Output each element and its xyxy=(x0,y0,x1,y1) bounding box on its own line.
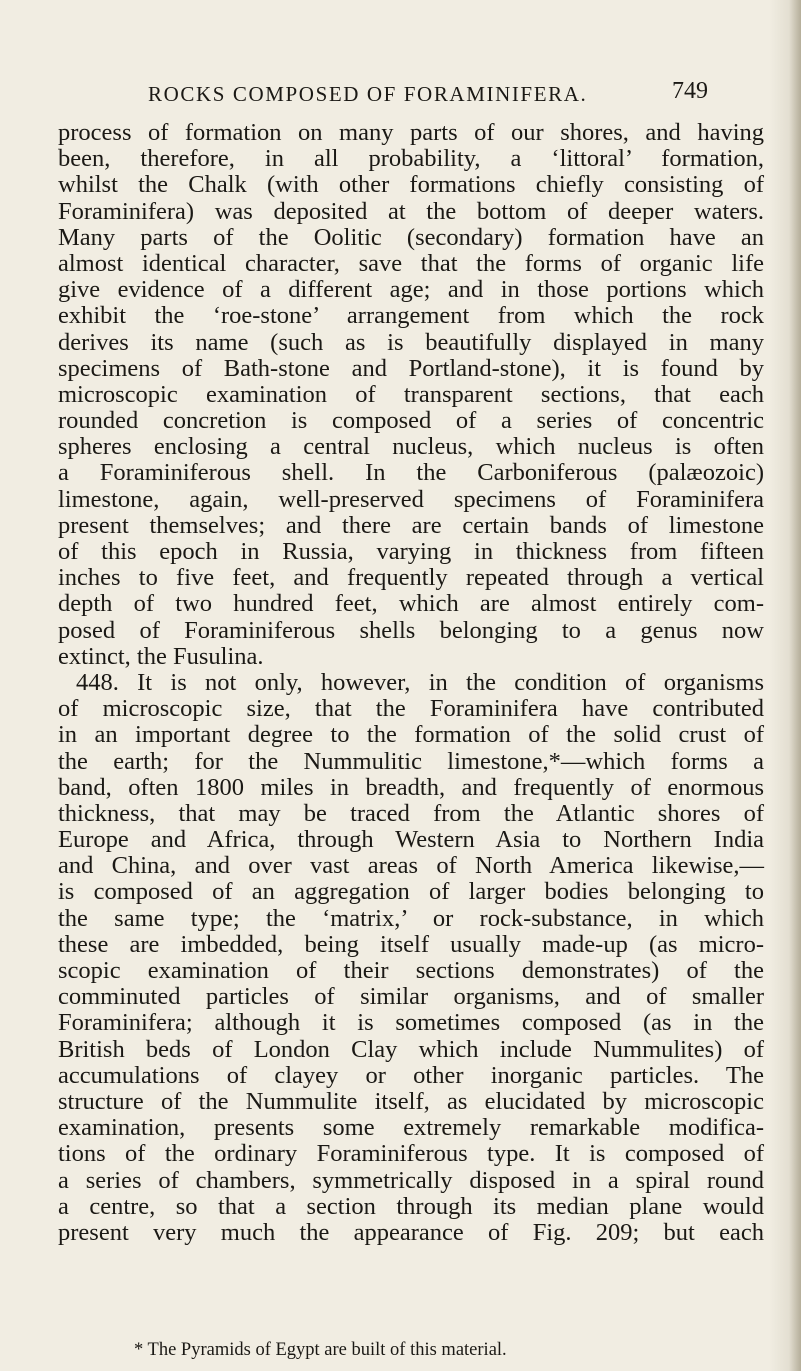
text-line: limestone, again, well-preserved specimens of Foraminifera xyxy=(58,485,764,513)
text-line: band, often 1800 miles in breadth, and frequently of enormous xyxy=(58,773,764,801)
text-line: of microscopic size, that the Foraminifera have contributed xyxy=(58,695,764,723)
text-line: whilst the Chalk (with other formations chiefly consisting of xyxy=(58,171,764,199)
text-line: accumulations of clayey or other inorganic particles. The xyxy=(58,1061,764,1089)
text-line: almost identical character, save that the forms of organic life xyxy=(58,249,764,277)
text-line: and China, and over vast areas of North America likewise,— xyxy=(58,852,764,880)
text-line: depth of two hundred feet, which are almost entirely com- xyxy=(58,590,764,618)
text-line: rounded concretion is composed of a series of concentric xyxy=(58,407,764,435)
footnote: * The Pyramids of Egypt are built of this material. xyxy=(134,1340,507,1360)
text-line: these are imbedded, being itself usually made-up (as micro- xyxy=(58,930,764,958)
text-line: examination, presents some extremely remarkable modifica- xyxy=(58,1114,764,1142)
text-line: spheres enclosing a central nucleus, which nucleus is often xyxy=(58,433,764,461)
text-line: specimens of Bath-stone and Portland-stone), it is found by xyxy=(58,354,764,382)
text-line: of this epoch in Russia, varying in thickness from fifteen xyxy=(58,538,764,565)
text-line: microscopic examination of transparent sections, that each xyxy=(58,380,764,408)
text-line: Europe and Africa, through Western Asia to Northern India xyxy=(58,826,764,854)
text-line: British beds of London Clay which include Nummulites) of xyxy=(58,1035,764,1063)
text-line: derives its name (such as is beautifully displayed in many xyxy=(58,328,764,356)
text-line: the earth; for the Nummulitic limestone,*—which forms a xyxy=(58,747,764,775)
page-number: 749 xyxy=(672,78,708,104)
text-line: exhibit the ‘roe-stone’ arrangement from which the rock xyxy=(58,302,764,330)
text-line: the same type; the ‘matrix,’ or rock-substance, in which xyxy=(58,904,764,932)
text-line: process of formation on many parts of our shores, and having xyxy=(58,119,764,146)
running-head xyxy=(148,78,708,112)
text-line: structure of the Nummulite itself, as elucidated by microscopic xyxy=(58,1087,764,1115)
text-line: scopic examination of their sections demonstrates) of the xyxy=(58,957,764,984)
running-title: ROCKS COMPOSED OF FORAMINIFERA. xyxy=(148,82,588,106)
text-line: present very much the appearance of Fig. 209; but each xyxy=(58,1218,764,1246)
text-line: Many parts of the Oolitic (secondary) formation have an xyxy=(58,223,764,251)
text-line: been, therefore, in all probability, a ‘littoral’ formation, xyxy=(58,145,764,173)
text-line: in an important degree to the formation of the solid crust of xyxy=(58,721,764,749)
text-line: Foraminifera; although it is sometimes composed (as in the xyxy=(58,1009,764,1037)
page-edge-shadow xyxy=(789,0,801,1371)
paragraph-448-start: 448. It is not only, however, in the condition of organisms xyxy=(76,668,764,696)
text-line: a centre, so that a section through its median plane would xyxy=(58,1192,764,1220)
text-line: a Foraminiferous shell. In the Carboniferous (palæozoic) xyxy=(58,459,764,487)
text-line: give evidence of a different age; and in those portions which xyxy=(58,276,764,304)
text-line: Foraminifera) was deposited at the bottom of deeper waters. xyxy=(58,197,764,225)
text-line: present themselves; and there are certain bands of limestone xyxy=(58,511,764,539)
text-line: inches to five feet, and frequently repeated through a vertical xyxy=(58,564,764,592)
body-text xyxy=(58,120,764,1246)
text-line-paragraph-end: extinct, the Fusulina. xyxy=(58,642,264,670)
text-line: thickness, that may be traced from the Atlantic shores of xyxy=(58,799,764,827)
text-line: tions of the ordinary Foraminiferous type. It is composed of xyxy=(58,1140,764,1168)
text-line: comminuted particles of similar organisms, and of smaller xyxy=(58,983,764,1011)
text-line: a series of chambers, symmetrically disposed in a spiral round xyxy=(58,1166,764,1194)
text-line: is composed of an aggregation of larger bodies belonging to xyxy=(58,878,764,906)
text-line: posed of Foraminiferous shells belonging to a genus now xyxy=(58,616,764,644)
